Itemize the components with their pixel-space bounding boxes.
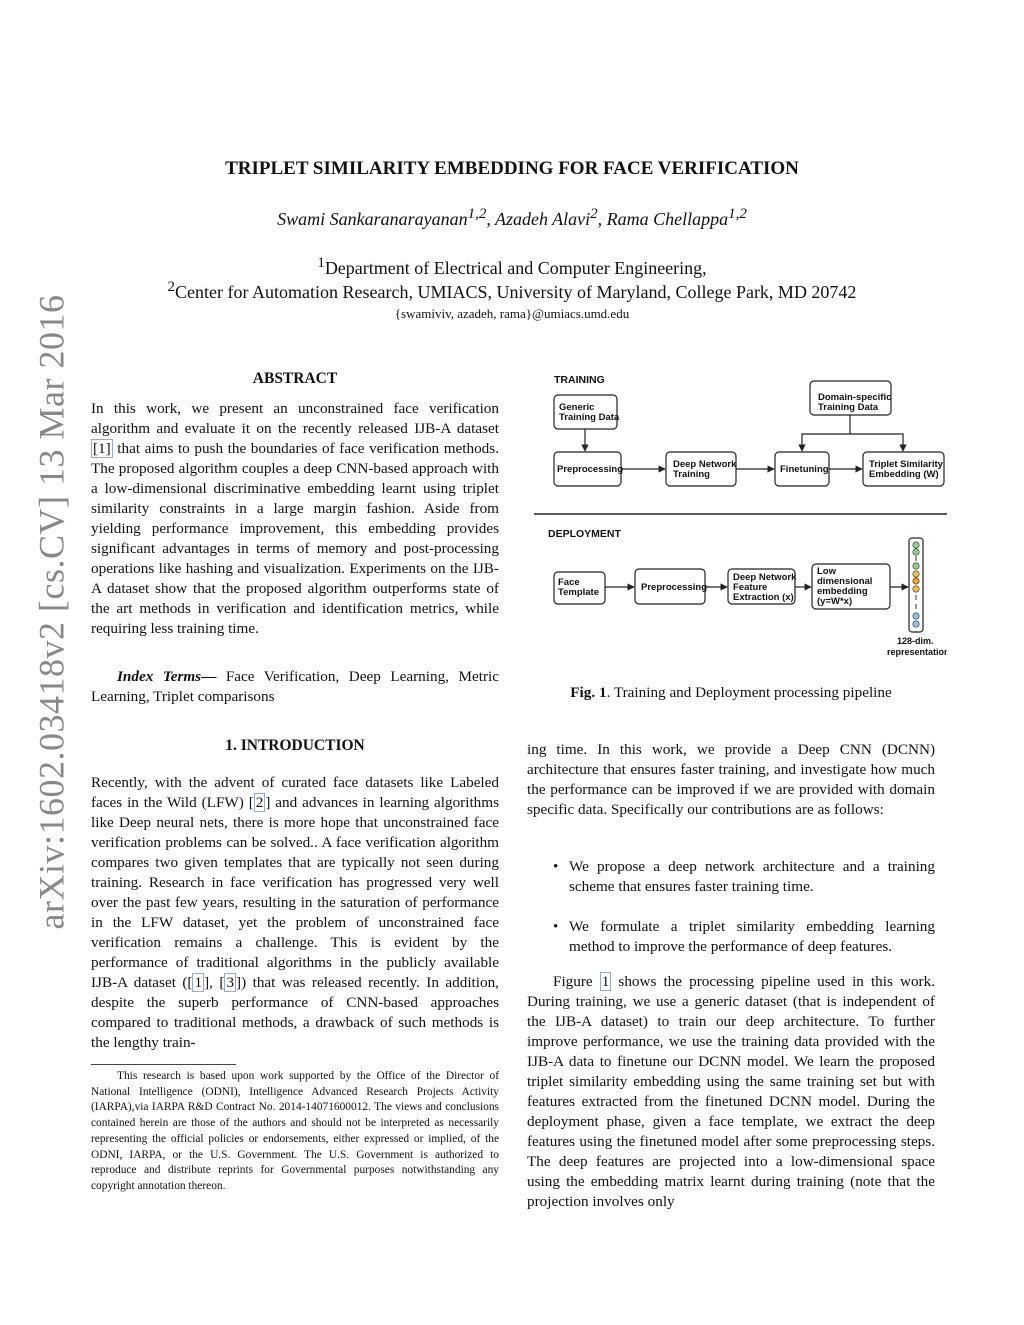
svg-text:Training Data: Training Data [559,412,620,423]
arrow [850,434,903,451]
svg-text:Deep Network: Deep Network [733,572,797,583]
figure-caption: Fig. 1. Training and Deployment processing pipeline [570,684,892,701]
author-sup: 1,2 [467,206,487,222]
author-list: Swami Sankaranarayanan$^{1,2}$, Azadeh Alavi$^2$, Rama Chellappa$^{1,2}$ [277,206,747,229]
arxiv-sidebar-stamp [26,294,76,930]
footnote-rule [91,1064,236,1065]
svg-text:Embedding (W): Embedding (W) [869,469,939,480]
affiliation-1: $^1$Department of Electrical and Computer Engineering, [317,255,707,278]
svg-text:Training: Training [673,469,710,480]
intro-paragraph-3: Figure 1 shows the processing pipeline used in this work. During training, we use a generic dataset (that is independent of the IJB-A dataset) to train our deep architecture. To further improve performance, we use the training data provided with the IJB-A data to finetune our DCNN model. We learn the proposed triplet similarity embedding using the same training set but with features extracted from the finetuned DCNN model. During the deployment phase, given a face template, we extract the deep features using the finetuned model after some preprocessing steps. The deep features are projected into a low-dimensional space using the embedding matrix learnt during training (note that the projection involves only [527,973,935,1210]
representation-label: 128-dim. [897,636,934,646]
citation-link[interactable]: 2 [255,794,264,811]
section-heading-introduction: 1. INTRODUCTION [225,737,365,754]
svg-text:Deep Network: Deep Network [673,459,737,470]
arrow [802,415,850,451]
paper-title: TRIPLET SIMILARITY EMBEDDING FOR FACE VERIFICATION [225,158,799,179]
list-item: • We formulate a triplet similarity embedding learning method to improve the performance of deep features. [527,917,935,957]
abstract-body: In this work, we present an unconstrained face verification algorithm and evaluate it on the recently released IJB-A dataset [1] that aims to push the boundaries of face verification methods. The proposed algorithm couples a deep CNN-based approach with a low-dimensional discriminative embedding learnt using triplet similarity constraints in a large margin fashion. Aside from yielding performance improvement, this embedding provides significant advantages in terms of memory and post-processing operations like hashing and visualization. Experiments on the IJB-A dataset show that the proposed algorithm outperforms state of the art methods in verification and identification metrics, while requiring less training time. [91,400,499,637]
svg-text:Preprocessing: Preprocessing [641,582,707,593]
svg-text:Low: Low [817,566,836,577]
footnote: This research is based upon work supported by the Office of the Director of National Intelligence (ODNI), Intelligence Advanced Research Projects Activity (IARPA),via IARPA R&D Contract No. 2014-14071600012. The views and conclusions contained herein are those of the authors and should not be interpreted as necessarily representing the official policies or endorsements, either expressed or implied, of the ODNI, IARPA, or the U.S. Government. The U.S. Government is authorized to reproduce and distribute reprints for Governmental purposes notwithstanding any copyright annotation thereon. [91,1070,499,1192]
contribution-list [527,857,935,977]
list-item: • We propose a deep network architecture and a training scheme that ensures faster training time. [527,857,935,897]
svg-text:embedding: embedding [817,586,868,597]
svg-text:representation: representation [887,647,947,657]
citation-link[interactable]: 3 [226,974,235,991]
author-name: Swami Sankaranarayanan [277,209,468,229]
citation-link[interactable]: 1 [194,974,203,991]
svg-text:Domain-specific: Domain-specific [818,392,892,403]
svg-text:Preprocessing: Preprocessing [557,464,623,475]
deployment-label: DEPLOYMENT [548,528,621,540]
svg-text:Extraction (x): Extraction (x) [733,592,794,603]
svg-text:Template: Template [558,587,600,598]
author-name: Rama Chellappa [606,209,729,229]
intro-paragraph-2: ing time. In this work, we provide a Deep CNN (DCNN) architecture that ensures faster training, and investigate how much the performance can be improved if we are provided with domain specific data. Specifically our contributions are as follows: [527,741,935,818]
figure-1 [527,368,947,668]
intro-paragraph-1: Recently, with the advent of curated face datasets like Labeled faces in the Wild (LFW) [ 2 ] and advances in learning algorithms like Deep neural nets, there is more hope that unconstrained face verification problems can be solved.. A face verification algorithm compares two given templates that are typically not seen during training. Research in face verification has progressed very well over the past few years, resulting in the saturation of performance in the LFW dataset, yet the problem of unconstrained face verification remains a challenge. This is evident by the performance of traditional algorithms in the publicly available IJB-A dataset ([ 1 ], [ 3 ]) that was released recently. In addition, despite the superb performance of CNN-based approaches compared to traditional methods, a drawback of such methods is the lengthy train- [91,774,499,1051]
arxiv-id: arXiv:1602.03418v2 [cs.CV] 13 Mar 2016 [31,294,72,930]
affiliation-2: $^2$Center for Automation Research, UMIACS, University of Maryland, College Park, MD 20742 [167,279,857,302]
citation-link[interactable]: [1] [93,440,111,457]
svg-text:Face: Face [558,577,580,588]
author-sup: 1,2 [728,206,747,222]
figure-ref-link[interactable]: 1 [601,973,610,990]
author-emails: {swamiviv, azadeh, rama}@umiacs.umd.edu [394,306,630,321]
index-terms-label: Index Terms [117,668,202,685]
svg-text:Training Data: Training Data [818,402,879,413]
svg-text:dimensional: dimensional [817,576,873,587]
svg-text:Feature: Feature [733,582,768,593]
pipeline-diagram [527,368,947,663]
svg-text:Triplet Similarity: Triplet Similarity [869,459,943,470]
index-terms: Index Terms— Face Verification, Deep Learning, Metric Learning, Triplet comparisons [91,668,499,705]
author-name: Azadeh Alavi [495,209,591,229]
abstract-heading: ABSTRACT [252,370,338,387]
author-sup: 2 [590,206,598,222]
svg-text:Finetuning: Finetuning [780,464,829,475]
svg-text:Generic: Generic [559,402,595,413]
svg-text:(y=W*x): (y=W*x) [817,596,853,607]
training-label: TRAINING [554,374,605,386]
